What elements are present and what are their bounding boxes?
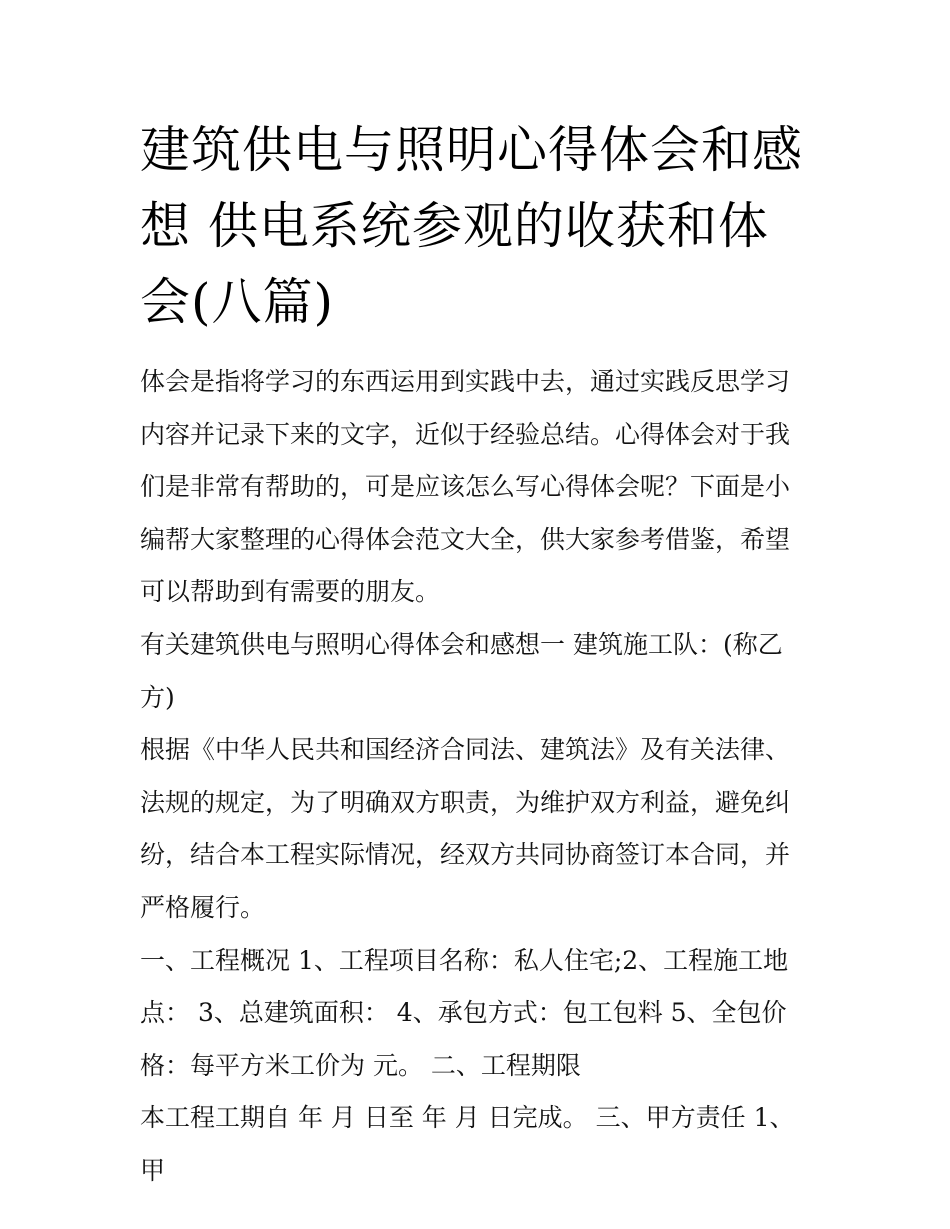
paragraph-section-heading: 有关建筑供电与照明心得体会和感想一 建筑施工队：(称乙方)	[140, 629, 783, 712]
document-page	[140, 112, 812, 1198]
paragraph-contract-basis: 根据《中华人民共和国经济合同法、建筑法》及有关法律、法规的规定，为了明确双方职责，为维护双方利益，避免纠纷，结合本工程实际情况，经双方共同协商签订本合同，并严格履行。	[140, 735, 791, 922]
paragraph-intro: 体会是指将学习的东西运用到实践中去，通过实践反思学习内容并记录下来的文字，近似于经验总结。心得体会对于我们是非常有帮助的，可是应该怎么写心得体会呢？下面是小编帮大家整理的心得体会范文大全，供大家参考借鉴，希望可以帮助到有需要的朋友。	[140, 367, 791, 607]
paragraph-project-overview: 一、工程概况 1、工程项目名称：私人住宅;2、工程施工地点： 3、总建筑面积： 4、承包方式：包工包料 5、全包价格：每平方米工价为 元。 二、工程期限	[140, 945, 789, 1080]
paragraph-project-period: 本工程工期自 年 月 日至 年 月 日完成。 三、甲方责任 1、甲	[140, 1103, 795, 1185]
document-body	[140, 356, 812, 1198]
document-title: 建筑供电与照明心得体会和感想 供电系统参观的收获和体会(八篇)	[140, 121, 803, 331]
